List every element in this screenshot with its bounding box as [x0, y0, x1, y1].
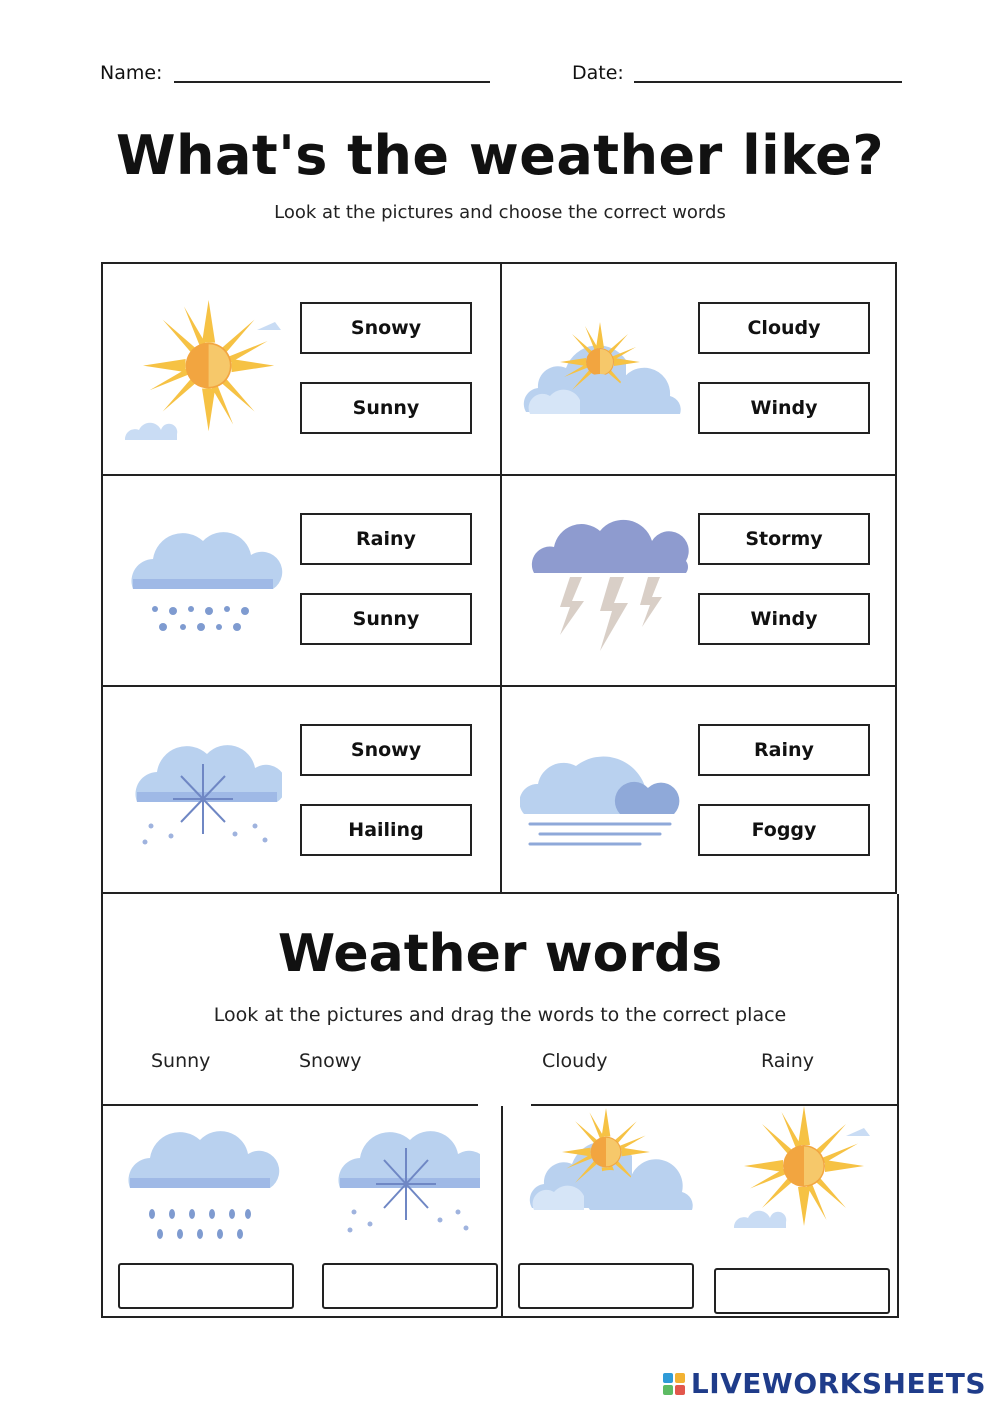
- drag-word-sunny[interactable]: Sunny: [151, 1050, 211, 1072]
- option-windy-2[interactable]: Windy: [698, 593, 870, 645]
- option-hailing[interactable]: Hailing: [300, 804, 472, 856]
- answer-box-2[interactable]: [322, 1263, 498, 1309]
- section-instruction: Look at the pictures and drag the words to the correct place: [213, 1004, 787, 1026]
- choice-card-3: [103, 475, 501, 686]
- option-cloudy[interactable]: Cloudy: [698, 302, 870, 354]
- sun-cloud-icon-2: [526, 1108, 696, 1212]
- date-label: Date:: [572, 62, 624, 84]
- sun-icon: [123, 300, 293, 445]
- name-field[interactable]: [174, 81, 490, 83]
- option-sunny[interactable]: Sunny: [300, 382, 472, 434]
- storm-cloud-icon: [530, 515, 690, 655]
- brand-name: LIVEWORKSHEETS: [690, 1367, 986, 1400]
- liveworksheets-logo-icon: [663, 1373, 685, 1395]
- page-subtitle: Look at the pictures and choose the correct words: [274, 202, 726, 223]
- date-field[interactable]: [634, 81, 902, 83]
- option-stormy[interactable]: Stormy: [698, 513, 870, 565]
- choice-card-1: [103, 264, 501, 475]
- page-title: What's the weather like?: [115, 124, 885, 187]
- section-title: Weather words: [277, 924, 723, 984]
- fog-cloud-icon: [520, 724, 685, 849]
- choice-card-5: [103, 686, 501, 897]
- answer-box-4[interactable]: [714, 1268, 890, 1314]
- answer-box-3[interactable]: [518, 1263, 694, 1309]
- rain-snow-cloud-icon: [123, 519, 283, 639]
- choice-card-2: [502, 264, 900, 475]
- snow-cloud-icon-2: [330, 1108, 480, 1238]
- answer-box-1[interactable]: [118, 1263, 294, 1309]
- sun-icon-2: [732, 1106, 877, 1232]
- option-rainy-2[interactable]: Rainy: [698, 724, 870, 776]
- name-label: Name:: [100, 62, 163, 84]
- option-sunny-2[interactable]: Sunny: [300, 593, 472, 645]
- sun-cloud-icon: [520, 322, 685, 417]
- choice-card-6: [502, 686, 900, 897]
- rain-cloud-icon: [120, 1118, 280, 1246]
- brand-logo: [663, 1367, 986, 1400]
- option-foggy[interactable]: Foggy: [698, 804, 870, 856]
- drag-word-rainy[interactable]: Rainy: [761, 1050, 814, 1072]
- option-snowy[interactable]: Snowy: [300, 302, 472, 354]
- option-windy[interactable]: Windy: [698, 382, 870, 434]
- choice-card-4: [502, 475, 900, 686]
- option-snowy-2[interactable]: Snowy: [300, 724, 472, 776]
- option-rainy[interactable]: Rainy: [300, 513, 472, 565]
- snow-cloud-icon: [127, 724, 282, 849]
- choice-grid: [101, 262, 897, 894]
- drag-word-snowy[interactable]: Snowy: [299, 1050, 362, 1072]
- drag-word-cloudy[interactable]: Cloudy: [542, 1050, 608, 1072]
